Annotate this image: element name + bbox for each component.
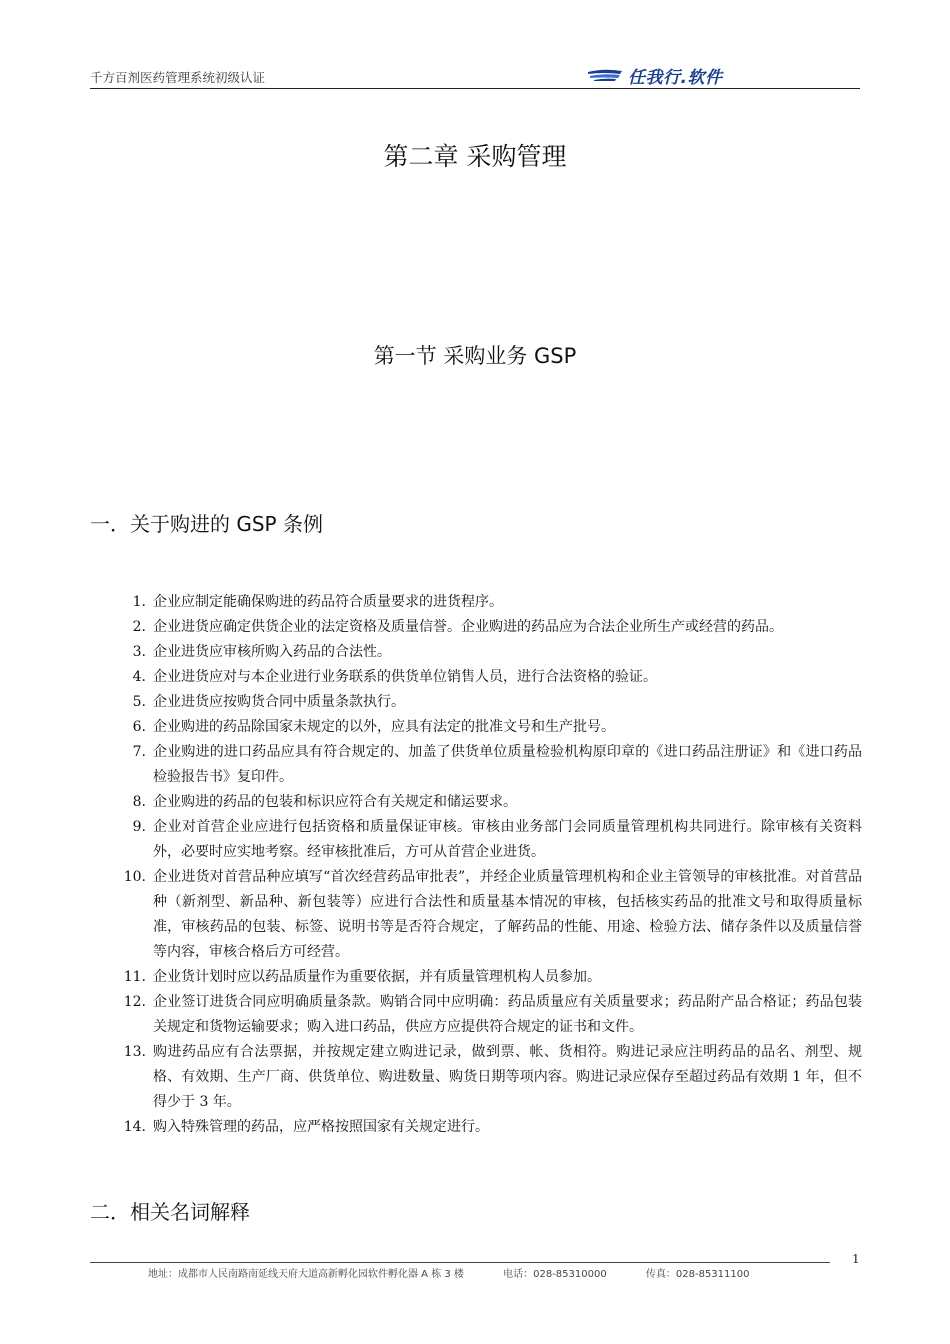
list-item — [90, 690, 862, 715]
list-item-text: 企业货计划时应以药品质量作为重要依据，并有质量管理机构人员参加。 — [153, 969, 601, 985]
heading-terms: 二．相关名词解释 — [90, 1200, 250, 1224]
company-logo — [580, 64, 750, 86]
list-item-number: 12. — [123, 994, 146, 1010]
logo-text: 任我行.软件 — [628, 68, 723, 88]
list-item-text: 购入特殊管理的药品，应严格按照国家有关规定进行。 — [153, 1119, 489, 1135]
footer-address: 地址：成都市人民南路南延线天府大道高新孵化园软件孵化器 A 栋 3 楼 — [148, 1269, 464, 1280]
section-title: 第一节 采购业务 GSP — [373, 344, 577, 368]
header-title: 千方百剂医药管理系统初级认证 — [90, 70, 266, 85]
list-item-text: 企业签订进货合同应明确质量条款。购销合同中应明确：药品质量应有关质量要求；药品附产品合格证；药品包装关规定和货物运输要求；购入进口药品，供应方应提供符合规定的证书和文件。 — [153, 994, 862, 1035]
page-header — [90, 66, 860, 89]
list-item-number: 14. — [123, 1119, 146, 1135]
list-item-text: 企业购进的药品的包装和标识应符合有关规定和储运要求。 — [153, 794, 517, 810]
list-item — [90, 865, 862, 965]
list-item — [90, 590, 862, 615]
footer-phone: 电话：028-85310000 — [503, 1269, 607, 1280]
list-item — [90, 1040, 862, 1115]
list-item-text: 企业进货对首营品种应填写“首次经营药品审批表”，并经企业质量管理机构和企业主管领导的审核批准。对首营品种（新剂型、新品种、新包装等）应进行合法性和质量基本情况的审核，包括核实药品的批准文号和取得质量标准，审核药品的包装、标签、说明书等是否符合规定，了解药品的性能、用途、检验方法、储存条件以及质量信誉等内容，审核合格后方可经营。 — [153, 869, 862, 960]
list-item-text: 企业进货应对与本企业进行业务联系的供货单位销售人员，进行合法资格的验证。 — [153, 669, 657, 685]
list-item — [90, 640, 862, 665]
chapter-title: 第二章 采购管理 — [383, 142, 567, 171]
list-item-number: 2. — [132, 619, 146, 635]
list-item-number: 4. — [132, 669, 146, 685]
list-item — [90, 615, 862, 640]
logo-swoosh-icon — [586, 68, 624, 82]
list-item-text: 企业购进的药品除国家未规定的以外，应具有法定的批准文号和生产批号。 — [153, 719, 615, 735]
gsp-rules-list — [90, 590, 862, 1140]
list-item-text: 企业进货应按购货合同中质量条款执行。 — [153, 694, 405, 710]
list-item — [90, 790, 862, 815]
list-item — [90, 965, 862, 990]
list-item — [90, 815, 862, 865]
list-item-number: 3. — [132, 644, 146, 660]
list-item-number: 1. — [132, 594, 146, 610]
list-item-number: 10. — [123, 869, 146, 885]
heading-gsp-rules: 一．关于购进的 GSP 条例 — [90, 512, 323, 536]
list-item-number: 13. — [123, 1044, 146, 1060]
footer-fax: 传真：028-85311100 — [645, 1269, 750, 1280]
list-item-text: 企业购进的进口药品应具有符合规定的、加盖了供货单位质量检验机构原印章的《进口药品注册证》和《进口药品检验报告书》复印件。 — [153, 744, 862, 785]
list-item-number: 8. — [132, 794, 146, 810]
page-footer — [90, 1262, 830, 1280]
list-item — [90, 715, 862, 740]
list-item — [90, 740, 862, 790]
list-item-text: 企业应制定能确保购进的药品符合质量要求的进货程序。 — [153, 594, 503, 610]
list-item — [90, 665, 862, 690]
list-item-number: 7. — [132, 744, 146, 760]
list-item-text: 企业对首营企业应进行包括资格和质量保证审核。审核由业务部门会同质量管理机构共同进行。除审核有关资料外，必要时应实地考察。经审核批准后，方可从首营企业进货。 — [153, 819, 862, 860]
list-item-text: 购进药品应有合法票据，并按规定建立购进记录，做到票、帐、货相符。购进记录应注明药品的品名、剂型、规格、有效期、生产厂商、供货单位、购进数量、购货日期等项内容。购进记录应保存至超过药品有效期 1 年，但不得少于 3 年。 — [153, 1044, 862, 1110]
list-item-number: 11. — [123, 969, 146, 985]
list-item-number: 9. — [132, 819, 146, 835]
list-item — [90, 990, 862, 1040]
list-item-text: 企业进货应确定供货企业的法定资格及质量信誉。企业购进的药品应为合法企业所生产或经营的药品。 — [153, 619, 783, 635]
list-item-text: 企业进货应审核所购入药品的合法性。 — [153, 644, 391, 660]
list-item-number: 5. — [132, 694, 146, 710]
list-item-number: 6. — [132, 719, 146, 735]
footer-contact — [148, 1265, 785, 1280]
list-item — [90, 1115, 862, 1140]
page-number: 1 — [852, 1252, 860, 1266]
